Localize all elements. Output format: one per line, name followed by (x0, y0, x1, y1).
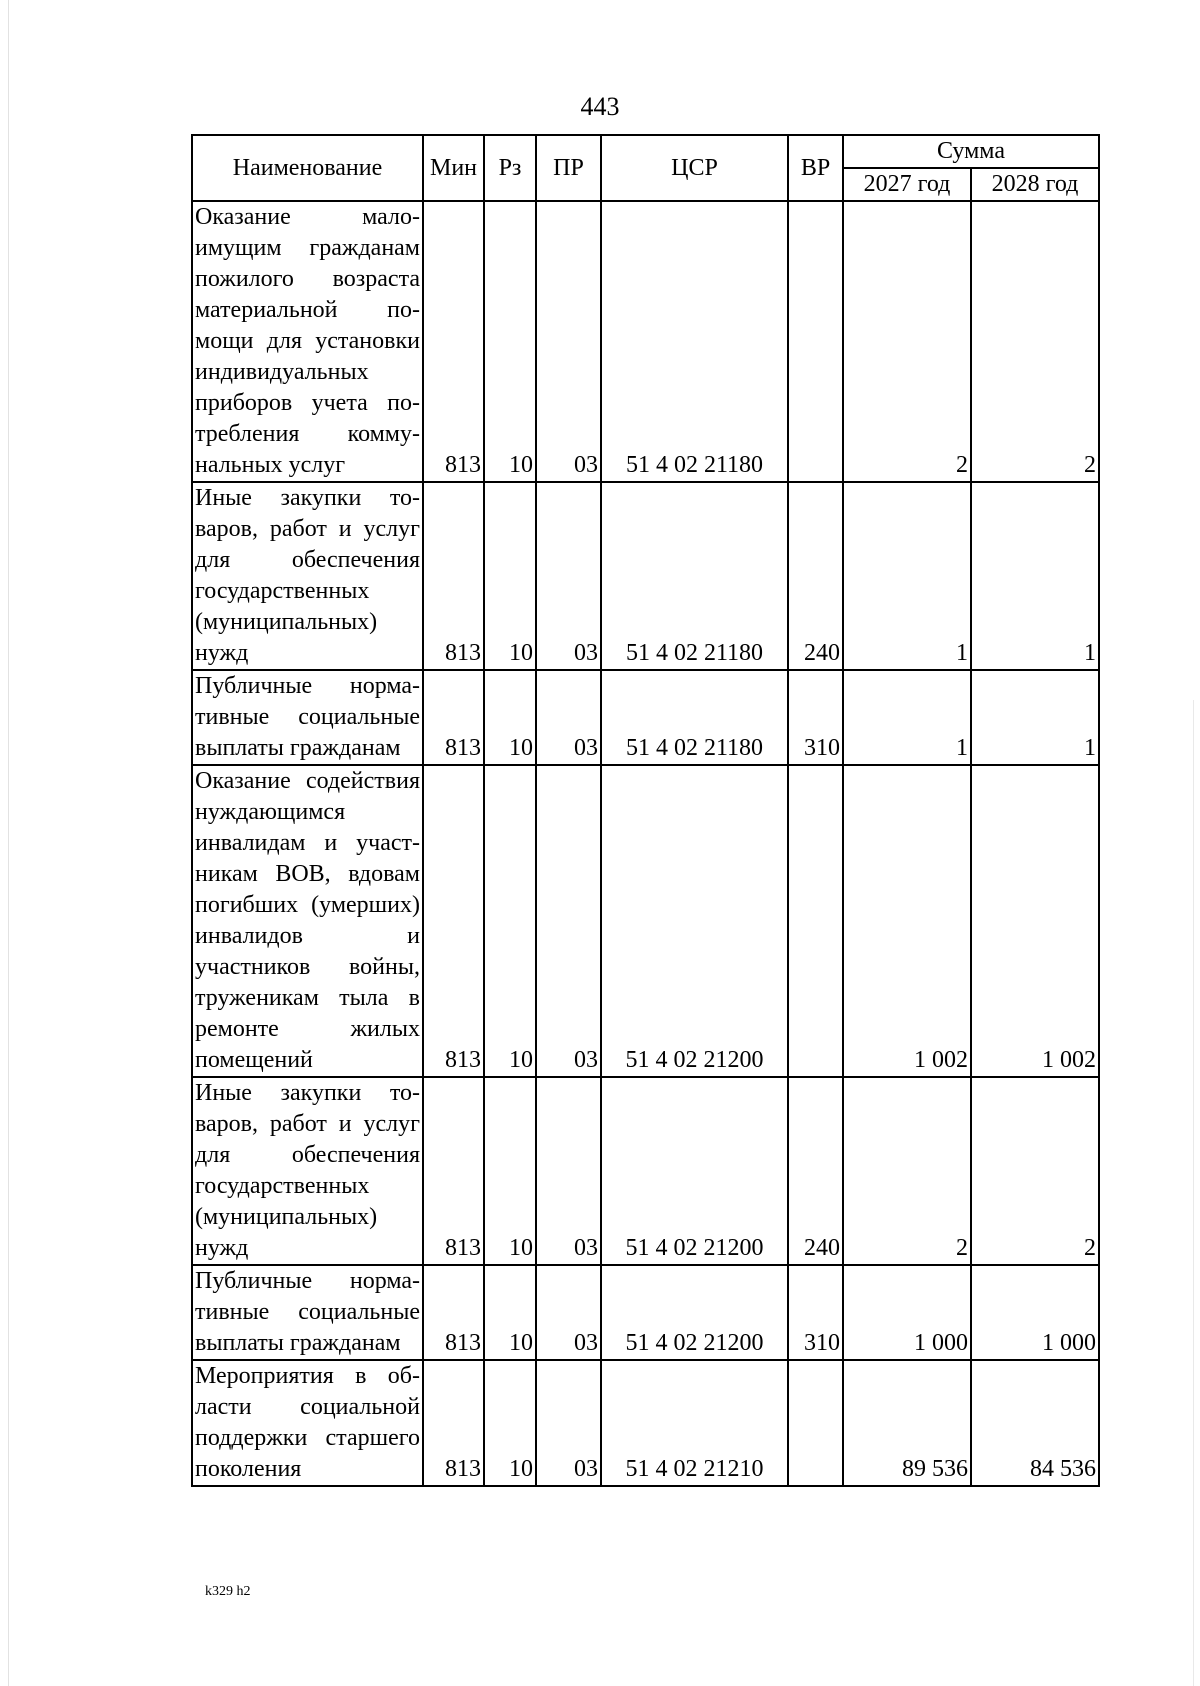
header-sum: Сумма (843, 135, 1099, 168)
cell-pr: 03 (536, 670, 601, 765)
cell-rz: 10 (484, 482, 536, 670)
cell-2028: 84 536 (971, 1360, 1099, 1486)
table-row (192, 482, 1099, 670)
table-header (192, 135, 1099, 201)
cell-vr (788, 1360, 843, 1486)
cell-vr (788, 201, 843, 482)
header-rz: Рз (484, 135, 536, 201)
cell-2028: 1 000 (971, 1265, 1099, 1360)
page-number: 443 (580, 92, 620, 121)
cell-name: Мероприятия в области социальной поддержки старшего поколения (192, 1360, 423, 1486)
cell-2027: 1 (843, 482, 971, 670)
cell-min: 813 (423, 1077, 484, 1265)
cell-pr: 03 (536, 482, 601, 670)
cell-pr: 03 (536, 765, 601, 1077)
cell-vr: 240 (788, 1077, 843, 1265)
cell-csr: 51 4 02 21200 (601, 765, 788, 1077)
cell-name: Иные закупки товаров, работ и услуг для обеспечения государственных (муниципальных) нужд (192, 1077, 423, 1265)
cell-name: Иные закупки товаров, работ и услуг для обеспечения государственных (муниципальных) нужд (192, 482, 423, 670)
header-year-2027: 2027 год (843, 168, 971, 201)
cell-min: 813 (423, 482, 484, 670)
table-body (192, 201, 1099, 1486)
cell-name: Публичные нормативные социальные выплаты гражданам (192, 1265, 423, 1360)
cell-rz: 10 (484, 1265, 536, 1360)
cell-name: Публичные нормативные социальные выплаты гражданам (192, 670, 423, 765)
header-year-2028: 2028 год (971, 168, 1099, 201)
header-vr: ВР (788, 135, 843, 201)
cell-min: 813 (423, 670, 484, 765)
cell-vr: 310 (788, 1265, 843, 1360)
cell-min: 813 (423, 1360, 484, 1486)
cell-min: 813 (423, 201, 484, 482)
cell-2028: 1 (971, 670, 1099, 765)
scan-edge-right (1193, 700, 1194, 1686)
cell-2028: 1 002 (971, 765, 1099, 1077)
cell-2027: 2 (843, 1077, 971, 1265)
header-min: Мин (423, 135, 484, 201)
table-row (192, 670, 1099, 765)
table-row (192, 1265, 1099, 1360)
cell-csr: 51 4 02 21180 (601, 201, 788, 482)
cell-vr: 240 (788, 482, 843, 670)
cell-pr: 03 (536, 201, 601, 482)
cell-2027: 1 002 (843, 765, 971, 1077)
table-row (192, 201, 1099, 482)
footer-code: k329 h2 (205, 1584, 251, 1599)
cell-2028: 1 (971, 482, 1099, 670)
cell-name: Оказание содействия нуждающимся инвалидам и участникам ВОВ, вдовам погибших (умерших) инвалидов и участников войны, труженикам тыла в ремонте жилых помещений (192, 765, 423, 1077)
header-pr: ПР (536, 135, 601, 201)
cell-2027: 1 (843, 670, 971, 765)
cell-csr: 51 4 02 21200 (601, 1077, 788, 1265)
cell-pr: 03 (536, 1360, 601, 1486)
cell-name: Оказание малоимущим гражданам пожилого возраста материальной помощи для установки индивидуальных приборов учета потребления коммунальных услуг (192, 201, 423, 482)
cell-rz: 10 (484, 1360, 536, 1486)
scan-edge-left (8, 0, 9, 1686)
table-row (192, 1360, 1099, 1486)
cell-rz: 10 (484, 765, 536, 1077)
cell-vr (788, 765, 843, 1077)
cell-min: 813 (423, 1265, 484, 1360)
cell-vr: 310 (788, 670, 843, 765)
cell-rz: 10 (484, 201, 536, 482)
cell-min: 813 (423, 765, 484, 1077)
cell-csr: 51 4 02 21210 (601, 1360, 788, 1486)
table-row (192, 765, 1099, 1077)
budget-table (191, 134, 1100, 1487)
cell-pr: 03 (536, 1077, 601, 1265)
cell-2028: 2 (971, 1077, 1099, 1265)
cell-rz: 10 (484, 1077, 536, 1265)
cell-2027: 89 536 (843, 1360, 971, 1486)
header-csr: ЦСР (601, 135, 788, 201)
table-row (192, 1077, 1099, 1265)
cell-csr: 51 4 02 21180 (601, 482, 788, 670)
cell-2028: 2 (971, 201, 1099, 482)
cell-pr: 03 (536, 1265, 601, 1360)
header-name: Наименование (192, 135, 423, 201)
cell-csr: 51 4 02 21180 (601, 670, 788, 765)
cell-rz: 10 (484, 670, 536, 765)
cell-2027: 2 (843, 201, 971, 482)
cell-csr: 51 4 02 21200 (601, 1265, 788, 1360)
cell-2027: 1 000 (843, 1265, 971, 1360)
